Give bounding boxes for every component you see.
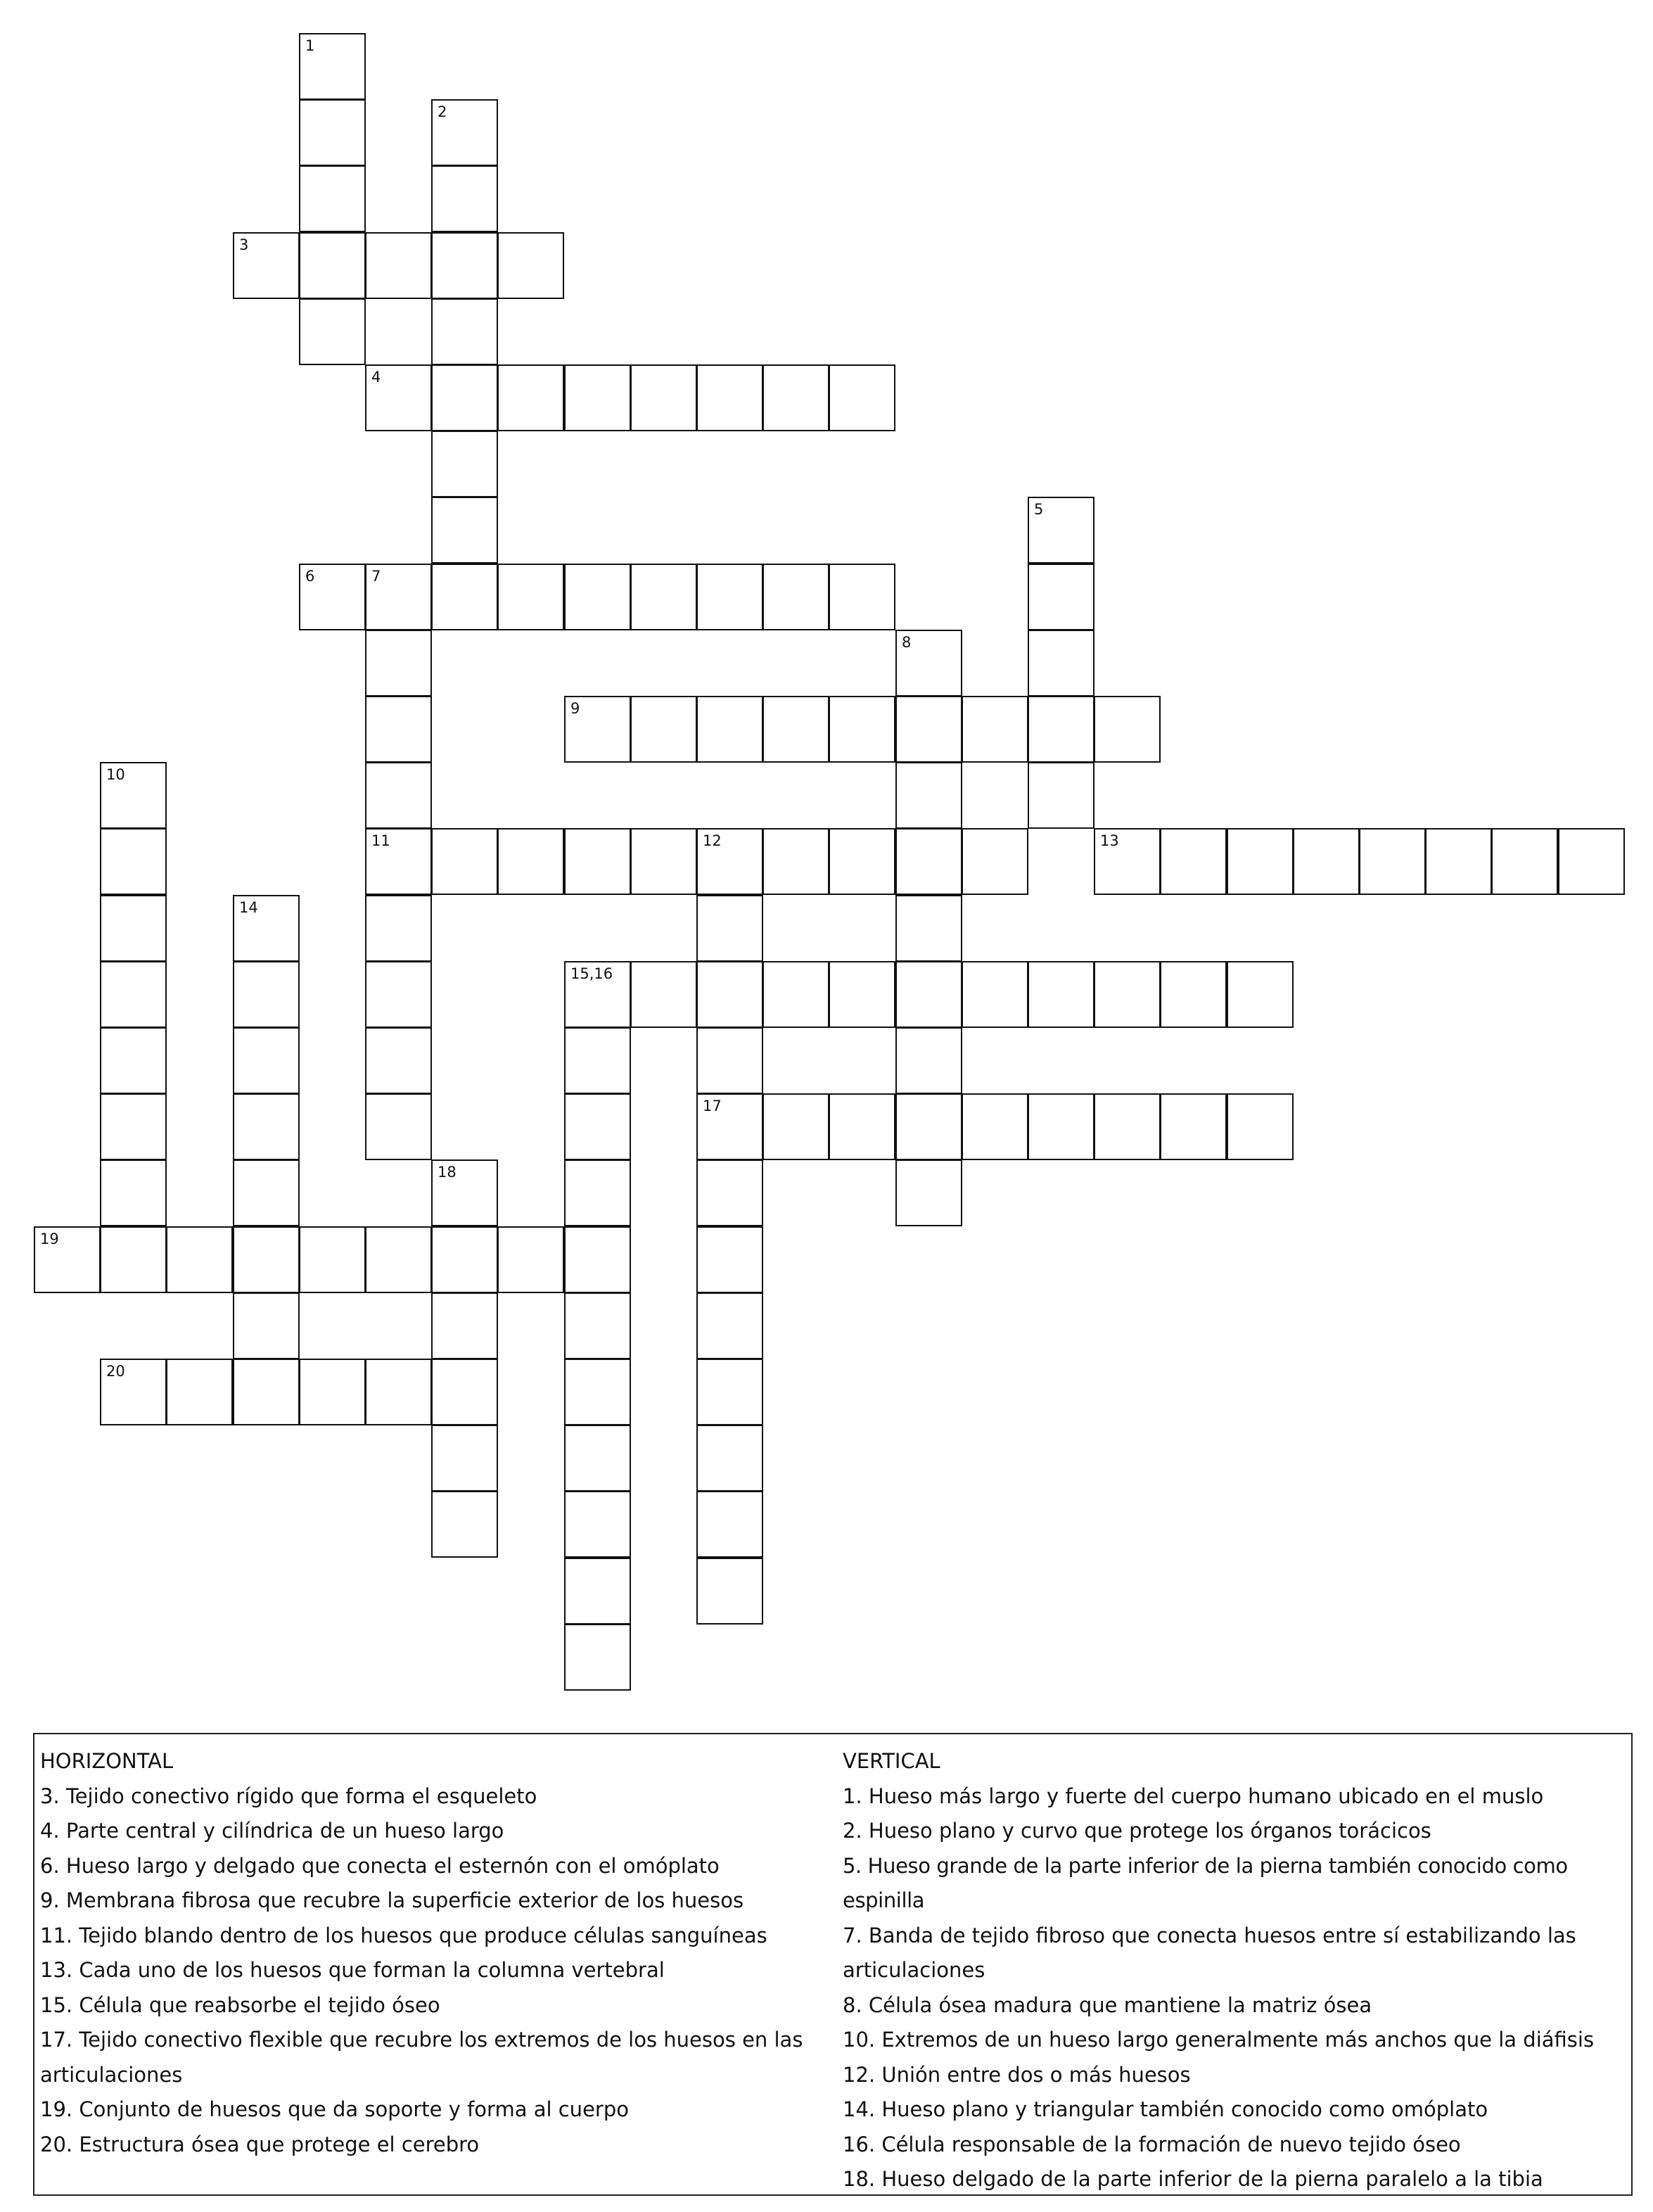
clue-v-10: 10. Extremos de un hueso largo generalmente más anchos que la diáfisis: [843, 2028, 1595, 2052]
grid-cell[interactable]: [564, 1292, 631, 1359]
grid-cell[interactable]: [431, 298, 498, 365]
clue-number: 3: [239, 236, 249, 253]
vertical-heading: VERTICAL: [843, 1749, 940, 1773]
grid-cell[interactable]: [365, 762, 432, 829]
grid-cell[interactable]: [431, 165, 498, 232]
grid-cell[interactable]: [696, 1159, 763, 1226]
clue-v-12: 12. Unión entre dos o más huesos: [843, 2062, 1191, 2087]
grid-cell[interactable]: [1028, 564, 1094, 630]
horizontal-heading: HORIZONTAL: [40, 1749, 174, 1773]
grid-cell[interactable]: [365, 1027, 432, 1094]
grid-cell[interactable]: [762, 364, 829, 431]
grid-cell[interactable]: [696, 696, 763, 763]
grid-cell[interactable]: [431, 1425, 498, 1492]
clue-h-4: 4. Parte central y cilíndrica de un hueso largo: [40, 1819, 504, 1843]
grid-cell[interactable]: [630, 961, 697, 1028]
grid-cell[interactable]: [233, 1359, 300, 1425]
grid-cell[interactable]: [1160, 1093, 1227, 1160]
grid-cell[interactable]: [1425, 828, 1492, 895]
grid-cell[interactable]: [829, 828, 895, 895]
grid-cell[interactable]: [100, 1093, 167, 1160]
grid-cell[interactable]: [100, 895, 167, 962]
grid-cell[interactable]: [299, 298, 366, 365]
grid-cell[interactable]: [365, 696, 432, 763]
grid-cell[interactable]: [166, 1359, 233, 1425]
grid-cell[interactable]: [696, 961, 763, 1028]
grid-cell[interactable]: [365, 630, 432, 697]
grid-cell[interactable]: [1028, 1093, 1094, 1160]
clue-v-18: 18. Hueso delgado de la parte inferior de la pierna paralelo a la tibia: [843, 2167, 1543, 2191]
grid-cell[interactable]: [829, 696, 895, 763]
clue-h-17: 17. Tejido conectivo flexible que recubre los extremos de los huesos en las articulaciones: [40, 2028, 803, 2087]
clue-number: 12: [703, 832, 722, 849]
grid-cell[interactable]: [696, 564, 763, 630]
grid-cell[interactable]: [100, 961, 167, 1028]
grid-cell[interactable]: [233, 1159, 300, 1226]
clue-number: 17: [703, 1098, 722, 1114]
grid-cell[interactable]: [365, 1359, 432, 1425]
grid-cell[interactable]: [233, 1292, 300, 1359]
grid-cell[interactable]: [1359, 828, 1426, 895]
clue-number: 13: [1100, 832, 1119, 849]
grid-cell[interactable]: [497, 232, 564, 299]
grid-cell[interactable]: [630, 828, 697, 895]
clues-box: [33, 1733, 1633, 2196]
grid-cell[interactable]: [696, 1425, 763, 1492]
clue-number: 19: [40, 1231, 59, 1247]
clue-h-9: 9. Membrana fibrosa que recubre la superficie exterior de los huesos: [40, 1888, 744, 1912]
clue-v-16: 16. Célula responsable de la formación de nuevo tejido óseo: [843, 2132, 1461, 2156]
grid-cell[interactable]: [431, 497, 498, 564]
grid-cell[interactable]: [299, 165, 366, 232]
clue-h-11: 11. Tejido blando dentro de los huesos que produce células sanguíneas: [40, 1923, 767, 1947]
grid-cell[interactable]: [829, 961, 895, 1028]
grid-cell[interactable]: [564, 1027, 631, 1094]
grid-cell[interactable]: [431, 232, 498, 299]
grid-cell[interactable]: [431, 364, 498, 431]
grid-cell[interactable]: [233, 1093, 300, 1160]
grid-cell[interactable]: [829, 564, 895, 630]
clue-number: 4: [371, 369, 381, 386]
grid-cell[interactable]: [1558, 828, 1625, 895]
grid-cell[interactable]: [895, 1027, 962, 1094]
grid-cell[interactable]: [166, 1226, 233, 1293]
grid-cell[interactable]: [365, 895, 432, 962]
clue-h-13: 13. Cada uno de los huesos que forman la columna vertebral: [40, 1958, 665, 1982]
grid-cell[interactable]: [564, 1425, 631, 1492]
clue-number: 20: [106, 1363, 125, 1380]
clue-h-15: 15. Célula que reabsorbe el tejido óseo: [40, 1992, 440, 2017]
grid-cell[interactable]: [762, 961, 829, 1028]
clue-v-8: 8. Célula ósea madura que mantiene la matriz ósea: [843, 1992, 1372, 2017]
grid-cell[interactable]: [1227, 961, 1294, 1028]
clue-number: 15,16: [570, 965, 613, 982]
clue-number: 7: [371, 568, 381, 585]
grid-cell[interactable]: [564, 364, 631, 431]
grid-cell[interactable]: [233, 961, 300, 1028]
clue-h-20: 20. Estructura ósea que protege el cerebro: [40, 2132, 480, 2156]
grid-cell[interactable]: [962, 828, 1028, 895]
grid-cell[interactable]: [962, 696, 1028, 763]
grid-cell[interactable]: [696, 364, 763, 431]
grid-cell[interactable]: [962, 961, 1028, 1028]
grid-cell[interactable]: [1028, 696, 1094, 763]
clue-number: 6: [305, 568, 315, 585]
grid-cell[interactable]: [100, 1226, 167, 1293]
grid-cell[interactable]: [299, 1226, 366, 1293]
grid-cell[interactable]: [365, 961, 432, 1028]
grid-cell[interactable]: [431, 1491, 498, 1558]
grid-cell[interactable]: [829, 364, 895, 431]
grid-cell[interactable]: [630, 364, 697, 431]
grid-cell[interactable]: [762, 828, 829, 895]
clue-v-2: 2. Hueso plano y curvo que protege los órganos torácicos: [843, 1819, 1431, 1843]
clue-h-6: 6. Hueso largo y delgado que conecta el esternón con el omóplato: [40, 1853, 720, 1878]
grid-cell[interactable]: [762, 696, 829, 763]
grid-cell[interactable]: [1227, 828, 1294, 895]
clue-h-3: 3. Tejido conectivo rígido que forma el esqueleto: [40, 1784, 537, 1808]
grid-cell[interactable]: [1028, 762, 1094, 829]
grid-cell[interactable]: [1491, 828, 1558, 895]
clue-number: 11: [371, 832, 390, 849]
grid-cell[interactable]: [895, 828, 962, 895]
grid-cell[interactable]: [696, 1359, 763, 1425]
clue-v-1: 1. Hueso más largo y fuerte del cuerpo humano ubicado en el muslo: [843, 1784, 1544, 1808]
grid-cell[interactable]: [1227, 1093, 1294, 1160]
grid-cell[interactable]: [1094, 1093, 1161, 1160]
grid-cell[interactable]: [696, 1292, 763, 1359]
grid-cell[interactable]: [431, 828, 498, 895]
grid-cell[interactable]: [762, 564, 829, 630]
clue-number: 1: [305, 37, 315, 54]
grid-cell[interactable]: [497, 364, 564, 431]
grid-cell[interactable]: [1028, 630, 1094, 697]
grid-cell[interactable]: [431, 1292, 498, 1359]
grid-cell[interactable]: [564, 1624, 631, 1691]
grid-cell[interactable]: [100, 828, 167, 895]
grid-cell[interactable]: [431, 1226, 498, 1293]
grid-cell[interactable]: [696, 1558, 763, 1625]
clue-number: 5: [1034, 501, 1044, 518]
clue-number: 8: [902, 634, 912, 651]
grid-cell[interactable]: [431, 564, 498, 630]
grid-cell[interactable]: [299, 99, 366, 166]
clue-v-14: 14. Hueso plano y triangular también conocido como omóplato: [843, 2097, 1488, 2121]
grid-cell[interactable]: [100, 1159, 167, 1226]
grid-cell[interactable]: [895, 961, 962, 1028]
clue-number: 9: [570, 700, 580, 717]
grid-cell[interactable]: [564, 564, 631, 630]
clue-v-7: 7. Banda de tejido fibroso que conecta huesos entre sí estabilizando las articulaciones: [843, 1923, 1576, 1982]
grid-cell[interactable]: [299, 1359, 366, 1425]
grid-cell[interactable]: [895, 696, 962, 763]
grid-cell[interactable]: [696, 1027, 763, 1094]
grid-cell[interactable]: [696, 1226, 763, 1293]
grid-cell[interactable]: [895, 895, 962, 962]
grid-cell[interactable]: [1160, 828, 1227, 895]
clue-v-5: 5. Hueso grande de la parte inferior de la pierna también conocido como espinilla: [843, 1853, 1568, 1912]
grid-cell[interactable]: [365, 1226, 432, 1293]
grid-cell[interactable]: [564, 828, 631, 895]
grid-cell[interactable]: [233, 1027, 300, 1094]
grid-cell[interactable]: [431, 1359, 498, 1425]
clue-number: 10: [106, 766, 125, 783]
vertical-clues: [843, 1744, 1627, 2197]
grid-cell[interactable]: [1160, 961, 1227, 1028]
grid-cell[interactable]: [630, 564, 697, 630]
grid-cell[interactable]: [564, 1359, 631, 1425]
clue-h-19: 19. Conjunto de huesos que da soporte y forma al cuerpo: [40, 2097, 629, 2121]
grid-cell[interactable]: [962, 1093, 1028, 1160]
grid-cell[interactable]: [564, 1491, 631, 1558]
grid-cell[interactable]: [1293, 828, 1360, 895]
grid-cell[interactable]: [1094, 961, 1161, 1028]
grid-cell[interactable]: [1094, 696, 1161, 763]
grid-cell[interactable]: [100, 1027, 167, 1094]
grid-cell[interactable]: [895, 1093, 962, 1160]
grid-cell[interactable]: [365, 1093, 432, 1160]
clue-number: 18: [438, 1164, 457, 1181]
horizontal-clues: [40, 1744, 828, 2162]
grid-cell[interactable]: [497, 828, 564, 895]
grid-cell[interactable]: [233, 1226, 300, 1293]
grid-cell[interactable]: [630, 696, 697, 763]
grid-cell[interactable]: [1028, 961, 1094, 1028]
grid-cell[interactable]: [895, 762, 962, 829]
grid-cell[interactable]: [299, 232, 366, 299]
grid-cell[interactable]: [829, 1093, 895, 1160]
grid-cell[interactable]: [497, 564, 564, 630]
clue-number: 2: [438, 103, 447, 120]
grid-cell[interactable]: [497, 1226, 564, 1293]
grid-cell[interactable]: [762, 1093, 829, 1160]
grid-cell[interactable]: [564, 1159, 631, 1226]
grid-cell[interactable]: [895, 1159, 962, 1226]
grid-cell[interactable]: [431, 431, 498, 497]
grid-cell[interactable]: [365, 232, 432, 299]
grid-cell[interactable]: [564, 1558, 631, 1625]
grid-cell[interactable]: [696, 1491, 763, 1558]
clue-number: 14: [239, 899, 258, 916]
grid-cell[interactable]: [564, 1093, 631, 1160]
grid-cell[interactable]: [696, 895, 763, 962]
grid-cell[interactable]: [564, 1226, 631, 1293]
